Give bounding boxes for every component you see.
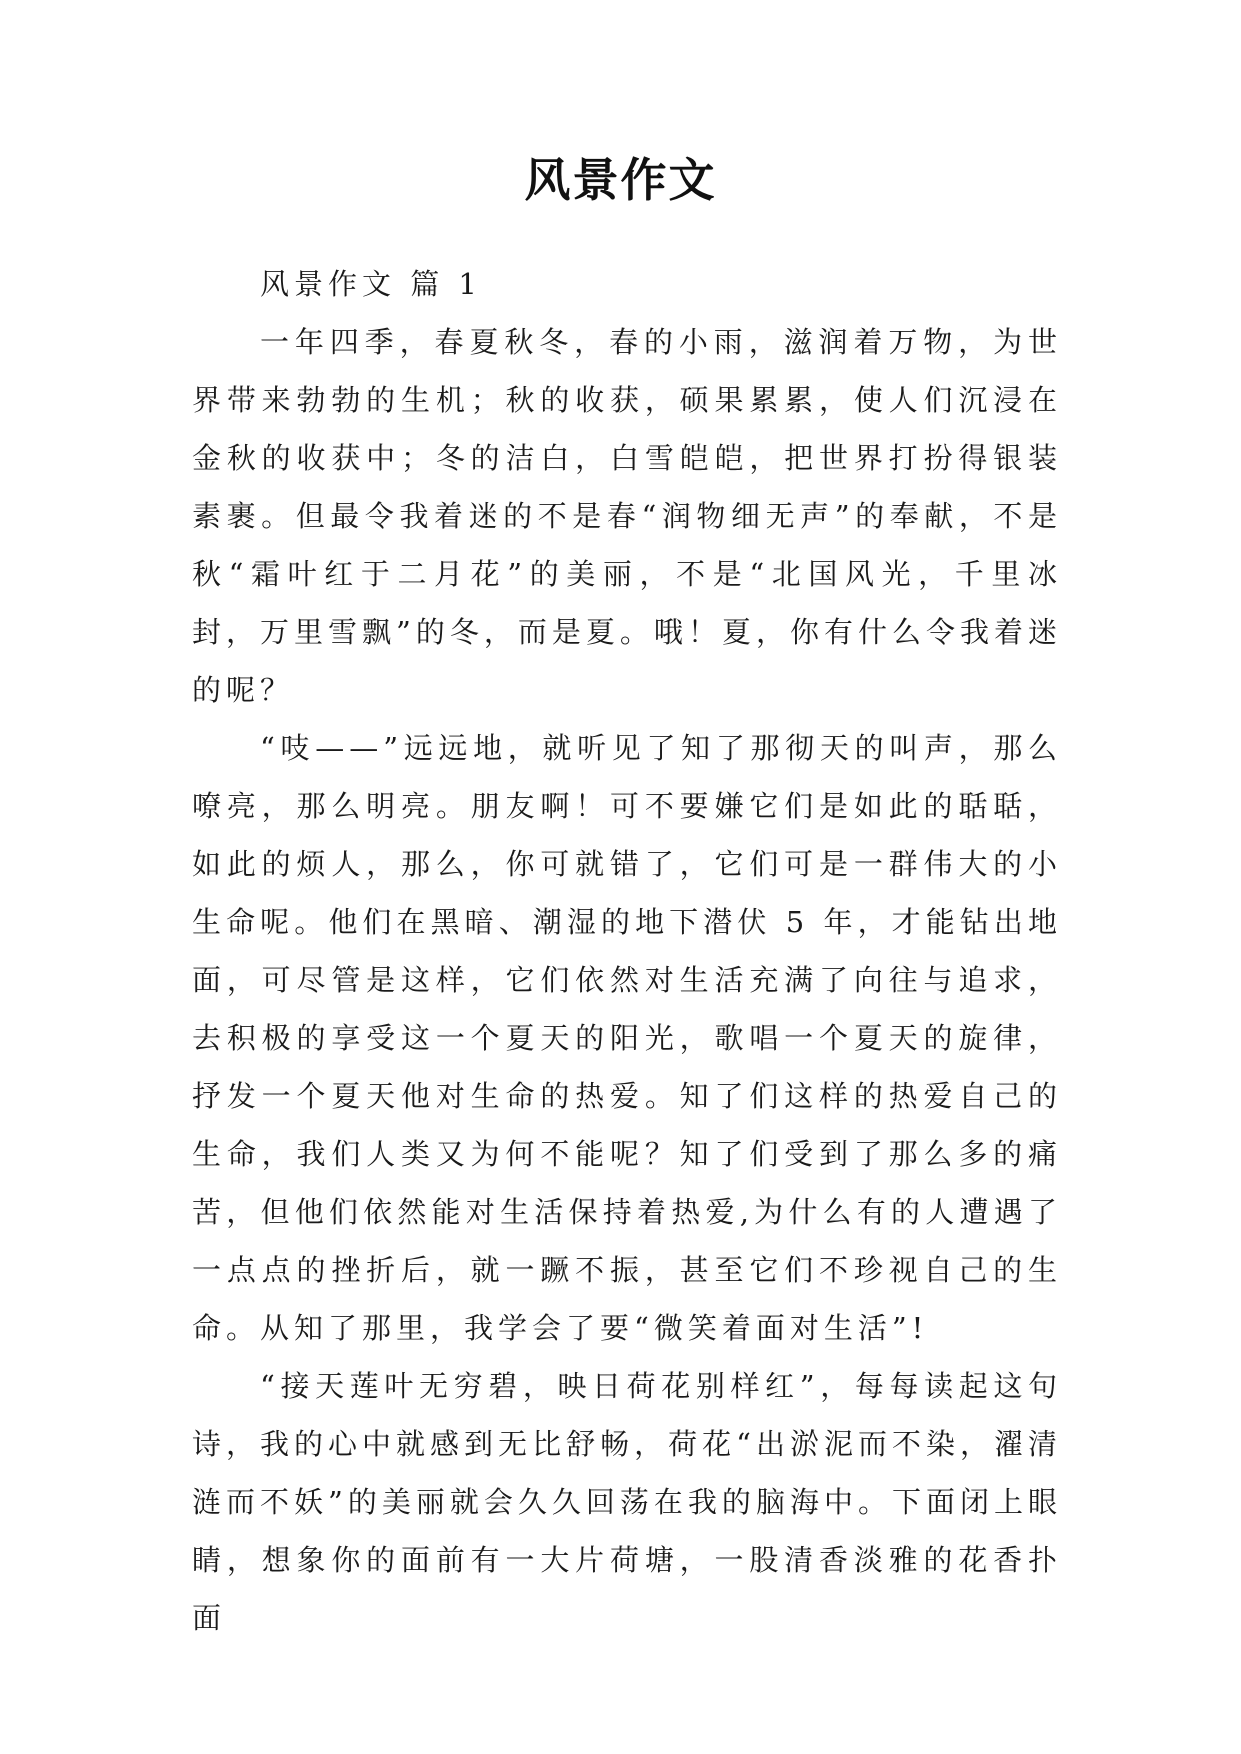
document-title: 风景作文 [524, 153, 717, 207]
paragraph-2: “吱——”远远地，就听见了知了那彻天的叫声，那么嘹亮，那么明亮。朋友啊！可不要嫌它们是如此的聒聒，如此的烦人，那么，你可就错了，它们可是一群伟大的小生命呢。他们在黑暗、潮湿的地下潜伏 5 年，才能钻出地面，可尽管是这样，它们依然对生活充满了向往与追求，去积极的享受这一个夏天的阳光，歌唱一个夏天的旋律，抒发一个夏天他对生命的热爱。知了们这样的热爱自己的生命，我们人类又为何不能呢？知了们受到了那么多的痛苦，但他们依然能对生活保持着热爱,为什么有的人遭遇了一点点的挫折后，就一蹶不振，甚至它们不珍视自己的生命。从知了那里，我学会了要“微笑着面对生活”! [192, 731, 1062, 1345]
paragraph-1: 一年四季，春夏秋冬，春的小雨，滋润着万物，为世界带来勃勃的生机；秋的收获，硕果累累，使人们沉浸在金秋的收获中；冬的洁白，白雪皑皑，把世界打扮得银装素裹。但最令我着迷的不是春“润物细无声”的奉献，不是秋“霜叶红于二月花”的美丽，不是“北国风光，千里冰封，万里雪飘”的冬，而是夏。哦！夏，你有什么令我着迷的呢？ [192, 325, 1062, 707]
paragraph-3: “接天莲叶无穷碧，映日荷花别样红”，每每读起这句诗，我的心中就感到无比舒畅，荷花“出淤泥而不染，濯清涟而不妖”的美丽就会久久回荡在我的脑海中。下面闭上眼睛，想象你的面前有一大片荷塘，一股清香淡雅的花香扑面 [192, 1369, 1062, 1635]
section-heading: 风景作文 篇 1 [260, 267, 482, 301]
document-body [192, 255, 1062, 1647]
